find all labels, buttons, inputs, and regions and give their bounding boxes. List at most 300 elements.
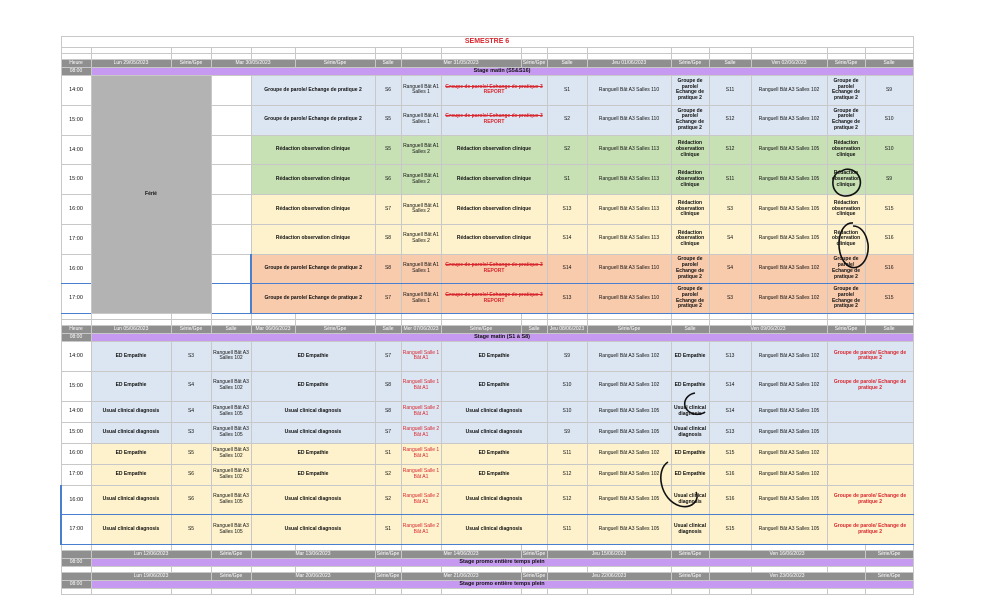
stage-time: 08:00 — [61, 68, 91, 76]
time-cell: 14:00 — [61, 135, 91, 165]
room-cell: Ranguell Bât A1 Salles 1 — [401, 284, 441, 314]
time-cell: 14:00 — [61, 401, 91, 422]
course-cell: ED Empathie — [251, 371, 375, 401]
group-cell: S8 — [375, 371, 401, 401]
course-cell: Groupe de parole/ Echange de pratique 2 — [251, 105, 375, 135]
empty-cell — [61, 589, 91, 595]
time-cell: 15:00 — [61, 105, 91, 135]
semester-title: SEMESTRE 6 — [61, 37, 913, 48]
group-cell: S16 — [709, 485, 751, 515]
header-cell: Salle — [375, 60, 401, 68]
report-text: REPORT — [483, 89, 505, 96]
header-cell: Série/Gpe — [295, 60, 375, 68]
course-cell: Rédaction observation clinique — [671, 165, 709, 195]
room-cell: Ranguell Salle 1 Bât A1 — [401, 464, 441, 485]
room-cell: Ranguell Bât A3 Salles 102 — [587, 443, 671, 464]
group-cell: S13 — [547, 284, 587, 314]
course-cell: ED Empathie — [91, 443, 171, 464]
course-cell: ED Empathie — [671, 443, 709, 464]
room-cell: Ranguell Bât A3 Salles 102 — [751, 371, 827, 401]
group-cell: S10 — [865, 105, 913, 135]
room-cell: Ranguell Bât A3 Salles 102 — [751, 464, 827, 485]
course-cell: ED Empathie — [441, 464, 547, 485]
header-cell: Jeu 15/06/2023 — [547, 551, 671, 559]
room-cell: Ranguell Salle 2 Bât A1 — [401, 401, 441, 422]
group-cell: S11 — [709, 165, 751, 195]
time-cell: 17:00 — [61, 515, 91, 545]
room-cell: Ranguell Bât A3 Salles 105 — [211, 422, 251, 443]
time-cell: 16:00 — [61, 254, 91, 284]
room-cell: Ranguell Bât A3 Salles 102 — [751, 76, 827, 106]
group-cell: S16 — [709, 464, 751, 485]
group-cell: S4 — [709, 254, 751, 284]
room-cell: Ranguell Bât A3 Salles 113 — [587, 224, 671, 254]
header-cell: Série/Gpe — [865, 573, 913, 581]
header-cell: Jeu 08/06/2023 — [547, 326, 587, 334]
header-cell: Série/Gpe — [827, 326, 865, 334]
header-cell: Série/Gpe — [171, 60, 211, 68]
room-cell: Ranguell Salle 2 Bât A1 — [401, 485, 441, 515]
room-cell: Ranguell Salle 1 Bât A1 — [401, 342, 441, 372]
header-cell: Mar 13/06/2023 — [251, 551, 375, 559]
group-cell: S15 — [709, 515, 751, 545]
room-cell: Ranguell Bât A3 Salles 110 — [587, 76, 671, 106]
room-cell: Ranguell Bât A3 Salles 105 — [751, 515, 827, 545]
group-cell: S11 — [709, 76, 751, 106]
course-cell — [441, 254, 547, 284]
empty-cell — [251, 589, 295, 595]
header-cell: Salle — [547, 60, 587, 68]
room-cell: Ranguell Bât A3 Salles 102 — [751, 342, 827, 372]
course-cell: Groupe de parole/ Echange de pratique 2 — [671, 105, 709, 135]
time-cell: 15:00 — [61, 165, 91, 195]
empty-cell — [521, 589, 547, 595]
header-cell: Mar 20/06/2023 — [251, 573, 375, 581]
course-cell: ED Empathie — [441, 371, 547, 401]
course-cell: Usual clinical diagnosis — [441, 485, 547, 515]
course-cell: Rédaction observation clinique — [251, 224, 375, 254]
time-cell: 16:00 — [61, 195, 91, 225]
time-cell: 17:00 — [61, 464, 91, 485]
header-cell: Heure — [61, 60, 91, 68]
header-cell: Mer 21/06/2023 — [401, 573, 521, 581]
empty-cell — [211, 135, 251, 165]
header-cell: Salle — [709, 60, 751, 68]
empty-cell — [375, 589, 401, 595]
stage-time: 08:00 — [61, 581, 91, 589]
room-cell: Ranguell Bât A3 Salles 102 — [751, 284, 827, 314]
room-cell: Ranguell Bât A3 Salles 110 — [587, 284, 671, 314]
course-cell: ED Empathie — [671, 342, 709, 372]
group-cell: S2 — [547, 105, 587, 135]
room-cell: Ranguell Bât A3 Salles 102 — [751, 254, 827, 284]
room-cell: Ranguell Bât A3 Salles 110 — [587, 105, 671, 135]
course-cell: Usual clinical diagnosis — [91, 485, 171, 515]
course-cell: ED Empathie — [91, 342, 171, 372]
room-cell: Ranguell Salle 1 Bât A1 — [401, 443, 441, 464]
room-cell: Ranguell Salle 2 Bât A1 — [401, 515, 441, 545]
course-cell: Rédaction observation clinique — [827, 224, 865, 254]
empty-cell — [211, 589, 251, 595]
empty-cell — [865, 589, 913, 595]
room-cell: Ranguell Bât A3 Salles 105 — [751, 135, 827, 165]
room-cell: Ranguell Bât A3 Salles 102 — [587, 464, 671, 485]
group-cell: S5 — [171, 515, 211, 545]
group-cell: S1 — [547, 76, 587, 106]
header-cell: Mer 31/05/2023 — [401, 60, 521, 68]
time-cell: 14:00 — [61, 76, 91, 106]
header-cell: Salle — [211, 326, 251, 334]
course-cell: Groupe de parole/ Echange de pratique 2 — [251, 76, 375, 106]
room-cell: Ranguell Bât A3 Salles 105 — [587, 515, 671, 545]
course-cell: Groupe de parole/ Echange de pratique 2 — [671, 284, 709, 314]
stage-banner: Stage matin (S5&S16) — [91, 68, 913, 76]
header-cell: Série/Gpe — [295, 326, 375, 334]
header-cell: Série/Gpe — [865, 551, 913, 559]
group-cell: S14 — [709, 401, 751, 422]
header-cell: Ven 02/06/2023 — [751, 60, 827, 68]
group-cell: S9 — [547, 342, 587, 372]
report-text: REPORT — [483, 267, 505, 274]
course-cell: Rédaction observation clinique — [671, 224, 709, 254]
room-cell: Ranguell Bât A1 Salles 2 — [401, 195, 441, 225]
room-cell: Ranguell Bât A3 Salles 105 — [751, 195, 827, 225]
course-cell: Groupe de parole/ Echange de pratique 2 — [827, 284, 865, 314]
group-cell: S11 — [547, 515, 587, 545]
course-cell: Groupe de parole/ Echange de pratique 2 — [827, 254, 865, 284]
ferie-cell: Férié — [91, 76, 211, 314]
group-cell: S1 — [547, 165, 587, 195]
course-cell — [827, 422, 913, 443]
schedule-sheet — [60, 36, 912, 595]
course-cell: Groupe de parole/ Echange de pratique 2 — [827, 76, 865, 106]
course-cell: Groupe de parole/ Echange de pratique 2 — [827, 342, 913, 372]
course-cell: Rédaction observation clinique — [827, 165, 865, 195]
time-cell: 17:00 — [61, 224, 91, 254]
group-cell: S5 — [171, 443, 211, 464]
course-cell: Groupe de parole/ Echange de pratique 2 — [671, 76, 709, 106]
struck-course-text: Groupe de parole/ Echange de pratique 3 — [445, 113, 543, 120]
course-cell: Groupe de parole/ Echange de pratique 2 — [827, 371, 913, 401]
group-cell: S13 — [547, 195, 587, 225]
empty-cell — [751, 589, 827, 595]
empty-cell — [401, 589, 441, 595]
group-cell: S16 — [865, 224, 913, 254]
group-cell: S2 — [375, 464, 401, 485]
empty-cell — [171, 589, 211, 595]
empty-cell — [211, 105, 251, 135]
course-cell: ED Empathie — [251, 342, 375, 372]
time-cell: 15:00 — [61, 371, 91, 401]
group-cell: S3 — [171, 342, 211, 372]
group-cell: S3 — [709, 195, 751, 225]
group-cell: S8 — [375, 401, 401, 422]
group-cell: S10 — [547, 371, 587, 401]
course-cell: Groupe de parole/ Echange de pratique 2 — [671, 254, 709, 284]
room-cell: Ranguell Bât A3 Salles 102 — [211, 371, 251, 401]
course-cell: Usual clinical diagnosis — [441, 515, 547, 545]
room-cell: Ranguell Bât A3 Salles 105 — [211, 401, 251, 422]
empty-cell — [211, 76, 251, 106]
group-cell: S7 — [375, 284, 401, 314]
time-cell: 16:00 — [61, 485, 91, 515]
group-cell: S10 — [865, 135, 913, 165]
empty-cell — [211, 254, 251, 284]
course-cell: Usual clinical diagnosis — [671, 401, 709, 422]
course-cell: Groupe de parole/ Echange de pratique 2 — [251, 254, 375, 284]
group-cell: S4 — [709, 224, 751, 254]
header-cell: Mar 30/05/2023 — [211, 60, 295, 68]
group-cell: S1 — [375, 443, 401, 464]
room-cell: Ranguell Bât A3 Salles 105 — [751, 224, 827, 254]
course-cell — [441, 76, 547, 106]
group-cell: S6 — [375, 165, 401, 195]
course-cell: Usual clinical diagnosis — [671, 422, 709, 443]
group-cell: S11 — [547, 443, 587, 464]
group-cell: S9 — [865, 76, 913, 106]
course-cell — [827, 443, 913, 464]
room-cell: Ranguell Bât A3 Salles 102 — [751, 105, 827, 135]
group-cell: S14 — [709, 371, 751, 401]
header-cell: Ven 23/06/2023 — [709, 573, 865, 581]
empty-cell — [441, 589, 521, 595]
header-cell: Mer 14/06/2023 — [401, 551, 521, 559]
course-cell: Rédaction observation clinique — [251, 195, 375, 225]
course-cell: ED Empathie — [91, 371, 171, 401]
course-cell: Groupe de parole/ Echange de pratique 2 — [827, 105, 865, 135]
group-cell: S9 — [547, 422, 587, 443]
empty-cell — [827, 589, 865, 595]
header-cell: Lun 29/05/2023 — [91, 60, 171, 68]
empty-cell — [211, 284, 251, 314]
group-cell: S10 — [547, 401, 587, 422]
header-cell: Série/Gpe — [376, 550, 400, 557]
group-cell: S7 — [375, 422, 401, 443]
course-cell: Usual clinical diagnosis — [251, 515, 375, 545]
header-cell: Série/Gpe — [441, 326, 521, 334]
struck-course-text: Groupe de parole/ Echange de pratique 3 — [445, 291, 543, 298]
empty-cell — [671, 589, 709, 595]
room-cell: Ranguell Bât A3 Salles 113 — [587, 135, 671, 165]
course-cell — [441, 284, 547, 314]
course-cell: Usual clinical diagnosis — [251, 401, 375, 422]
course-cell — [827, 401, 913, 422]
group-cell: S1 — [375, 515, 401, 545]
time-cell: 17:00 — [61, 284, 91, 314]
header-cell: Lun 19/06/2023 — [91, 573, 211, 581]
group-cell: S2 — [375, 485, 401, 515]
course-cell: Usual clinical diagnosis — [251, 422, 375, 443]
room-cell: Ranguell Bât A3 Salles 102 — [211, 443, 251, 464]
group-cell: S2 — [547, 135, 587, 165]
course-cell: Rédaction observation clinique — [441, 135, 547, 165]
room-cell: Ranguell Bât A1 Salles 2 — [401, 135, 441, 165]
header-cell: Salle — [671, 326, 709, 334]
course-cell — [441, 105, 547, 135]
group-cell: S12 — [709, 105, 751, 135]
course-cell: Usual clinical diagnosis — [91, 401, 171, 422]
room-cell: Ranguell Salle 2 Bât A1 — [401, 422, 441, 443]
header-cell: Série/Gpe — [211, 573, 251, 581]
stage-time: 08:00 — [61, 559, 91, 567]
course-cell: Usual clinical diagnosis — [91, 422, 171, 443]
struck-course-text: Groupe de parole/ Echange de pratique 3 — [445, 262, 543, 269]
group-cell: S5 — [375, 105, 401, 135]
course-cell: Rédaction observation clinique — [441, 195, 547, 225]
room-cell: Ranguell Bât A3 Salles 105 — [211, 485, 251, 515]
schedule-grid — [60, 36, 914, 595]
group-cell: S16 — [865, 254, 913, 284]
stage-time: 08:00 — [61, 334, 91, 342]
group-cell: S15 — [865, 284, 913, 314]
group-cell: S14 — [547, 254, 587, 284]
header-cell: Salle — [865, 60, 913, 68]
empty-cell — [295, 589, 375, 595]
room-cell: Ranguell Bât A3 Salles 102 — [211, 342, 251, 372]
group-cell: S6 — [171, 485, 211, 515]
header-cell — [61, 551, 91, 559]
group-cell: S3 — [709, 284, 751, 314]
header-cell: Série/Gpe — [522, 550, 546, 557]
header-cell — [61, 573, 91, 581]
empty-cell — [211, 224, 251, 254]
struck-course-text: Groupe de parole/ Echange de pratique 3 — [445, 83, 543, 90]
group-cell: S15 — [709, 443, 751, 464]
course-cell: Rédaction observation clinique — [251, 135, 375, 165]
room-cell: Ranguell Bât A3 Salles 105 — [587, 422, 671, 443]
header-cell: Jeu 22/06/2023 — [547, 573, 671, 581]
course-cell: ED Empathie — [441, 342, 547, 372]
room-cell: Ranguell Bât A3 Salles 105 — [751, 422, 827, 443]
header-cell: Salle — [521, 326, 547, 334]
header-cell: Série/Gpe — [211, 551, 251, 559]
course-cell: ED Empathie — [671, 371, 709, 401]
group-cell: S5 — [375, 135, 401, 165]
header-cell: Salle — [865, 326, 913, 334]
time-cell: 16:00 — [61, 443, 91, 464]
room-cell: Ranguell Bât A3 Salles 113 — [587, 165, 671, 195]
room-cell: Ranguell Bât A3 Salles 105 — [587, 485, 671, 515]
room-cell: Ranguell Bât A3 Salles 110 — [587, 254, 671, 284]
group-cell: S12 — [547, 464, 587, 485]
stage-banner: Stage matin (S1 à S8) — [91, 334, 913, 342]
empty-cell — [91, 589, 171, 595]
report-text: REPORT — [483, 119, 505, 126]
room-cell: Ranguell Bât A1 Salles 1 — [401, 254, 441, 284]
header-cell: Jeu 01/06/2023 — [587, 60, 671, 68]
header-cell: Salle — [375, 326, 401, 334]
course-cell: Rédaction observation clinique — [827, 135, 865, 165]
group-cell: S8 — [375, 224, 401, 254]
header-cell: Série/Gpe — [171, 326, 211, 334]
header-cell: Mar 06/06/2023 — [251, 326, 295, 334]
course-cell: Rédaction observation clinique — [671, 195, 709, 225]
group-cell: S7 — [375, 342, 401, 372]
room-cell: Ranguell Bât A3 Salles 105 — [587, 401, 671, 422]
course-cell: Usual clinical diagnosis — [671, 515, 709, 545]
course-cell: ED Empathie — [251, 443, 375, 464]
header-cell: Série/Gpe — [522, 572, 546, 579]
course-cell: Rédaction observation clinique — [251, 165, 375, 195]
room-cell: Ranguell Bât A3 Salles 105 — [751, 485, 827, 515]
room-cell: Ranguell Bât A1 Salles 2 — [401, 224, 441, 254]
course-cell: Groupe de parole/ Echange de pratique 2 — [827, 515, 913, 545]
empty-cell — [709, 589, 751, 595]
empty-cell — [587, 589, 671, 595]
room-cell: Ranguell Bât A3 Salles 102 — [587, 371, 671, 401]
group-cell: S9 — [865, 165, 913, 195]
room-cell: Ranguell Bât A1 Salles 1 — [401, 76, 441, 106]
room-cell: Ranguell Bât A1 Salles 1 — [401, 105, 441, 135]
room-cell: Ranguell Bât A3 Salles 102 — [751, 443, 827, 464]
course-cell: Usual clinical diagnosis — [441, 401, 547, 422]
header-cell: Mer 07/06/2023 — [401, 326, 441, 334]
header-cell: Ven 16/06/2023 — [709, 551, 865, 559]
course-cell — [827, 464, 913, 485]
course-cell: Usual clinical diagnosis — [251, 485, 375, 515]
room-cell: Ranguell Salle 1 Bât A1 — [401, 371, 441, 401]
course-cell: Groupe de parole/ Echange de pratique 2 — [251, 284, 375, 314]
time-cell: 15:00 — [61, 422, 91, 443]
time-cell: 14:00 — [61, 342, 91, 372]
group-cell: S4 — [171, 371, 211, 401]
course-cell: ED Empathie — [671, 464, 709, 485]
course-cell: ED Empathie — [441, 443, 547, 464]
course-cell: Usual clinical diagnosis — [441, 422, 547, 443]
course-cell: Usual clinical diagnosis — [671, 485, 709, 515]
group-cell: S15 — [865, 195, 913, 225]
group-cell: S4 — [171, 401, 211, 422]
empty-cell — [211, 165, 251, 195]
course-cell: Groupe de parole/ Echange de pratique 2 — [827, 485, 913, 515]
group-cell: S3 — [171, 422, 211, 443]
group-cell: S14 — [547, 224, 587, 254]
header-cell: Heure — [61, 326, 91, 334]
course-cell: Usual clinical diagnosis — [91, 515, 171, 545]
group-cell: S13 — [709, 342, 751, 372]
group-cell: S7 — [375, 195, 401, 225]
header-cell: Série/Gpe — [587, 326, 671, 334]
stage-banner: Stage promo entière temps plein — [91, 581, 913, 589]
group-cell: S6 — [375, 76, 401, 106]
header-cell: Série/Gpe — [671, 551, 709, 559]
course-cell: ED Empathie — [91, 464, 171, 485]
room-cell: Ranguell Bât A3 Salles 105 — [751, 165, 827, 195]
course-cell: Rédaction observation clinique — [441, 165, 547, 195]
empty-cell — [547, 589, 587, 595]
header-cell: Série/Gpe — [827, 60, 865, 68]
room-cell: Ranguell Bât A3 Salles 102 — [587, 342, 671, 372]
room-cell: Ranguell Bât A3 Salles 113 — [587, 195, 671, 225]
group-cell: S13 — [709, 422, 751, 443]
header-cell: Série/Gpe — [671, 573, 709, 581]
empty-cell — [211, 195, 251, 225]
room-cell: Ranguell Bât A1 Salles 2 — [401, 165, 441, 195]
header-cell: Lun 05/06/2023 — [91, 326, 171, 334]
room-cell: Ranguell Bât A3 Salles 105 — [211, 515, 251, 545]
group-cell: S12 — [547, 485, 587, 515]
course-cell: ED Empathie — [251, 464, 375, 485]
header-cell: Série/Gpe — [671, 60, 709, 68]
course-cell: Rédaction observation clinique — [671, 135, 709, 165]
header-cell: Série/Gpe — [522, 59, 546, 66]
course-cell: Rédaction observation clinique — [827, 195, 865, 225]
stage-banner: Stage promo entière temps plein — [91, 559, 913, 567]
header-cell: Série/Gpe — [376, 572, 400, 579]
header-cell: Ven 09/06/2023 — [709, 326, 827, 334]
header-cell: Lun 12/06/2023 — [91, 551, 211, 559]
course-cell: Rédaction observation clinique — [441, 224, 547, 254]
